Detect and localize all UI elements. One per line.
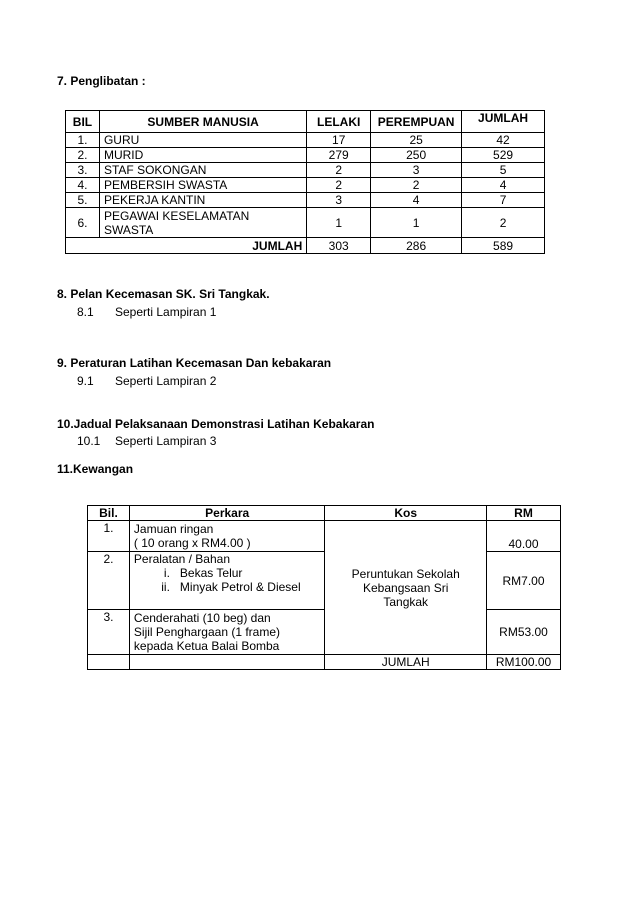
cell-perempuan: 1 <box>371 208 462 238</box>
cell-kos <box>325 521 487 655</box>
cell-jumlah: 42 <box>462 133 545 148</box>
cell-sumber: PEKERJA KANTIN <box>99 193 306 208</box>
table-row <box>88 610 561 655</box>
total-label: JUMLAH <box>325 655 487 670</box>
cell-bil: 2. <box>66 148 100 163</box>
section-11-heading: 11.Kewangan <box>57 462 134 476</box>
subitem-text: Seperti Lampiran 3 <box>115 434 217 448</box>
table-row <box>66 133 545 148</box>
header-jumlah: JUMLAH <box>462 111 545 133</box>
cell-bil: 1. <box>88 521 130 552</box>
subitem-text: Seperti Lampiran 1 <box>115 305 217 319</box>
table-row <box>88 521 561 552</box>
header-bil: BIL <box>66 111 100 133</box>
cell-perempuan: 250 <box>371 148 462 163</box>
perkara-line: kepada Ketua Balai Bomba <box>133 639 280 653</box>
header-lelaki: LELAKI <box>307 111 371 133</box>
cell-rm: RM53.00 <box>487 610 561 655</box>
perkara-subitem <box>134 580 320 594</box>
table-row <box>66 178 545 193</box>
total-row <box>88 655 561 670</box>
perkara-line: Jamuan ringan <box>133 522 214 536</box>
penglibatan-table <box>65 110 545 254</box>
cell-sumber <box>99 208 306 238</box>
perkara-subitem <box>134 566 320 580</box>
cell-perempuan: 2 <box>371 178 462 193</box>
section-9-subitem <box>77 374 216 388</box>
cell-bil: 3. <box>88 610 130 655</box>
cell-jumlah: 7 <box>462 193 545 208</box>
cell-bil: 3. <box>66 163 100 178</box>
cell-sumber: GURU <box>99 133 306 148</box>
cell-bil: 4. <box>66 178 100 193</box>
header-rm: RM <box>487 506 561 521</box>
total-row <box>66 238 545 254</box>
cell-perempuan: 4 <box>371 193 462 208</box>
cell-lelaki: 2 <box>307 163 371 178</box>
cell-lelaki: 279 <box>307 148 371 163</box>
total-empty-cell <box>88 655 130 670</box>
subitem-number: 9.1 <box>77 374 94 388</box>
cell-rm: 40.00 <box>487 521 561 552</box>
cell-jumlah: 529 <box>462 148 545 163</box>
subitem-text: Seperti Lampiran 2 <box>115 374 217 388</box>
table-row <box>66 193 545 208</box>
cell-jumlah: 5 <box>462 163 545 178</box>
section-8-subitem <box>77 305 216 319</box>
table-row <box>66 208 545 238</box>
kewangan-table <box>87 505 561 670</box>
cell-perkara <box>129 610 324 655</box>
kos-line: Tangkak <box>383 594 429 609</box>
cell-bil: 2. <box>88 552 130 610</box>
section-10-subitem <box>77 434 216 448</box>
cell-rm: RM7.00 <box>487 552 561 610</box>
total-lelaki: 303 <box>307 238 371 254</box>
header-bil: Bil. <box>88 506 130 521</box>
cell-bil: 1. <box>66 133 100 148</box>
section-9-heading: 9. Peraturan Latihan Kecemasan Dan kebakaran <box>57 356 332 370</box>
cell-lelaki: 3 <box>307 193 371 208</box>
cell-sumber: STAF SOKONGAN <box>99 163 306 178</box>
cell-sumber: PEMBERSIH SWASTA <box>99 178 306 193</box>
roman-numeral: ii. <box>161 580 170 594</box>
sumber-line: SWASTA <box>103 222 154 237</box>
total-jumlah: 589 <box>462 238 545 254</box>
cell-jumlah: 2 <box>462 208 545 238</box>
subitem-number: 10.1 <box>77 434 101 448</box>
perkara-line: ( 10 orang x RM4.00 ) <box>133 536 251 550</box>
total-perempuan: 286 <box>371 238 462 254</box>
cell-bil: 6. <box>66 208 100 238</box>
cell-lelaki: 2 <box>307 178 371 193</box>
cell-perempuan: 3 <box>371 163 462 178</box>
cell-perempuan: 25 <box>371 133 462 148</box>
cell-perkara <box>129 521 324 552</box>
cell-jumlah: 4 <box>462 178 545 193</box>
sumber-line: PEGAWAI KESELAMATAN <box>103 208 250 223</box>
table-header-row <box>66 111 545 133</box>
table-row <box>66 148 545 163</box>
header-sumber-manusia: SUMBER MANUSIA <box>99 111 306 133</box>
subitem-text: Bekas Telur <box>179 566 243 580</box>
perkara-line: Peralatan / Bahan <box>133 552 230 566</box>
cell-perkara <box>129 552 324 610</box>
roman-numeral: i. <box>163 566 170 580</box>
table-row <box>88 552 561 610</box>
subitem-number: 8.1 <box>77 305 94 319</box>
total-empty-cell <box>129 655 324 670</box>
section-10-heading: 10.Jadual Pelaksanaan Demonstrasi Latihan Kebakaran <box>57 417 375 431</box>
header-kos: Kos <box>325 506 487 521</box>
cell-sumber: MURID <box>99 148 306 163</box>
header-perkara: Perkara <box>129 506 324 521</box>
header-perempuan: PEREMPUAN <box>371 111 462 133</box>
cell-lelaki: 1 <box>307 208 371 238</box>
kos-line: Peruntukan Sekolah <box>351 566 460 581</box>
perkara-line: Cenderahati (10 beg) dan <box>133 611 271 625</box>
total-label: JUMLAH <box>66 238 307 254</box>
perkara-line: Sijil Penghargaan (1 frame) <box>133 625 280 639</box>
cell-lelaki: 17 <box>307 133 371 148</box>
section-8-heading: 8. Pelan Kecemasan SK. Sri Tangkak. <box>57 287 270 301</box>
cell-bil: 5. <box>66 193 100 208</box>
table-row <box>66 163 545 178</box>
subitem-text: Minyak Petrol & Diesel <box>179 580 301 594</box>
total-rm: RM100.00 <box>487 655 561 670</box>
table-header-row <box>88 506 561 521</box>
kos-line: Kebangsaan Sri <box>363 580 449 595</box>
section-7-heading: 7. Penglibatan : <box>57 74 146 88</box>
